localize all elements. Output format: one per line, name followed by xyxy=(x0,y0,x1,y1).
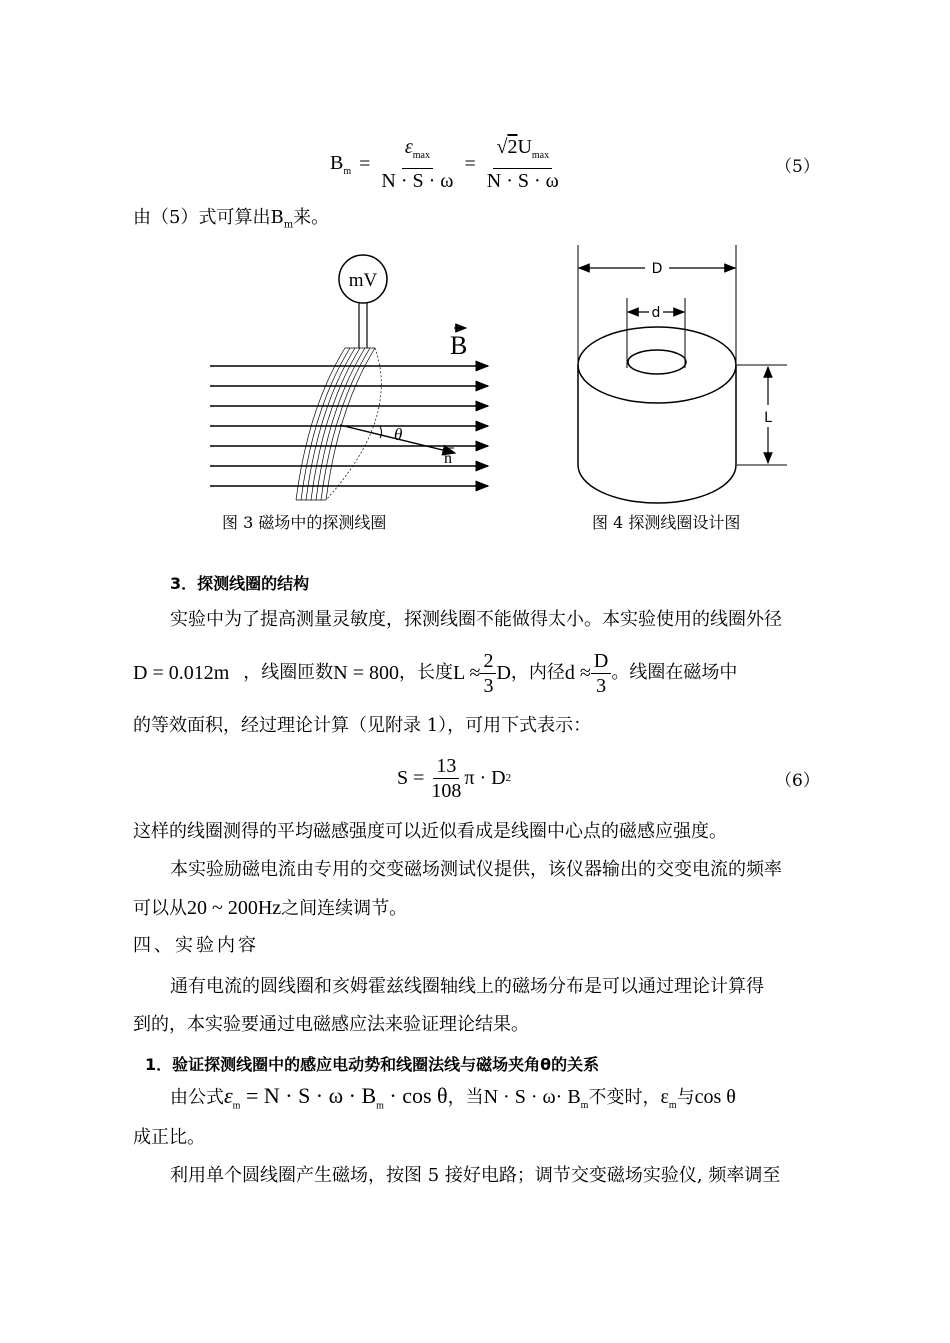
section-4-heading: 四、实验内容 xyxy=(133,935,259,956)
paragraph-instrument-2: 可以从20 ~ 200Hz之间连续调节。 xyxy=(133,897,408,919)
eq5-equals-2: = xyxy=(464,152,476,175)
equation-5-number: （5） xyxy=(775,157,820,177)
eq5-fraction-2: $\frac{√2U_{max}}{N \cdot S \cdot \omega}$ xyxy=(486,136,559,192)
meter-label: mV xyxy=(348,270,378,291)
figure-3-caption: 图 3 磁场中的探测线圈 xyxy=(222,513,387,532)
length-label: L xyxy=(764,410,772,426)
section-3-line-2: D = 0.012m ，线圈匝数 N = 800 ，长度 L ≈ $\frac{2}{3}$ D ，内径 d ≈ $\frac{D}{3}$ 。线圈在磁场中 xyxy=(133,649,738,697)
last-paragraph: 利用单个圆线圈产生磁场，按图 5 接好电路；调节交变磁场实验仪, 频率调至 xyxy=(170,1165,781,1186)
section-3-heading: 3．探测线圈的结构 xyxy=(170,574,310,593)
eq5-equals: = xyxy=(359,152,371,175)
section-4-paragraph-2: 到的，本实验要通过电磁感应法来验证理论结果。 xyxy=(133,1014,529,1035)
outer-diameter-label: D xyxy=(651,261,663,277)
section-3-paragraph-1: 实验中为了提高测量灵敏度，探测线圈不能做得太小。本实验使用的线圈外径 xyxy=(170,609,782,630)
equation-5 xyxy=(330,136,562,192)
formula-line: 由公式 $\varepsilon_m = N \cdot S \cdot \omega \cdot B_m \cdot \cos \theta$ ，当 $N \cdot S \cdot \omega\cdot B_m$ 不变时， $\varepsilon_m$ 与 cos θ xyxy=(170,1083,736,1112)
figure-4-coil-design xyxy=(565,240,805,510)
figure-4-caption: 图 4 探测线圈设计图 xyxy=(592,513,741,532)
b-field-label: B xyxy=(450,331,468,360)
inner-diameter-label: d xyxy=(651,305,661,321)
magnetic-field-lines xyxy=(210,366,488,486)
paragraph-instrument-1: 本实验励磁电流由专用的交变磁场测试仪提供，该仪器输出的交变电流的频率 xyxy=(170,859,782,880)
equation-6-number: （6） xyxy=(775,771,820,791)
hollow-cylinder xyxy=(578,327,736,503)
theta-label: θ xyxy=(394,425,403,444)
equation-6: S = $\frac{13}{108}$ π · D 2 xyxy=(397,754,512,802)
eq5-fraction-1: $\frac{\varepsilon_{max}}{N \cdot S \cdot \omega}$ xyxy=(381,136,454,192)
subsection-1-heading: 1．验证探测线圈中的感应电动势和线圈法线与磁场夹角θ的关系 xyxy=(145,1055,600,1074)
section-3-paragraph-2: 的等效面积，经过理论计算（见附录 1），可用下式表示： xyxy=(133,715,592,736)
normal-label: n xyxy=(444,450,452,467)
probe-coil xyxy=(296,348,381,500)
text-after-eq5: 由（5）式可算出$B_m$来。 xyxy=(133,207,330,231)
section-4-paragraph-1: 通有电流的圆线圈和亥姆霍兹线圈轴线上的磁场分布是可以通过理论计算得 xyxy=(170,976,764,997)
figure-3-probe-coil-in-field xyxy=(200,248,510,508)
eq5-lhs: $B_m$ xyxy=(330,151,352,177)
paragraph-after-eq6: 这样的线圈测得的平均磁感强度可以近似看成是线圈中心点的磁感应强度。 xyxy=(133,821,727,842)
formula-line-2: 成正比。 xyxy=(133,1127,205,1148)
